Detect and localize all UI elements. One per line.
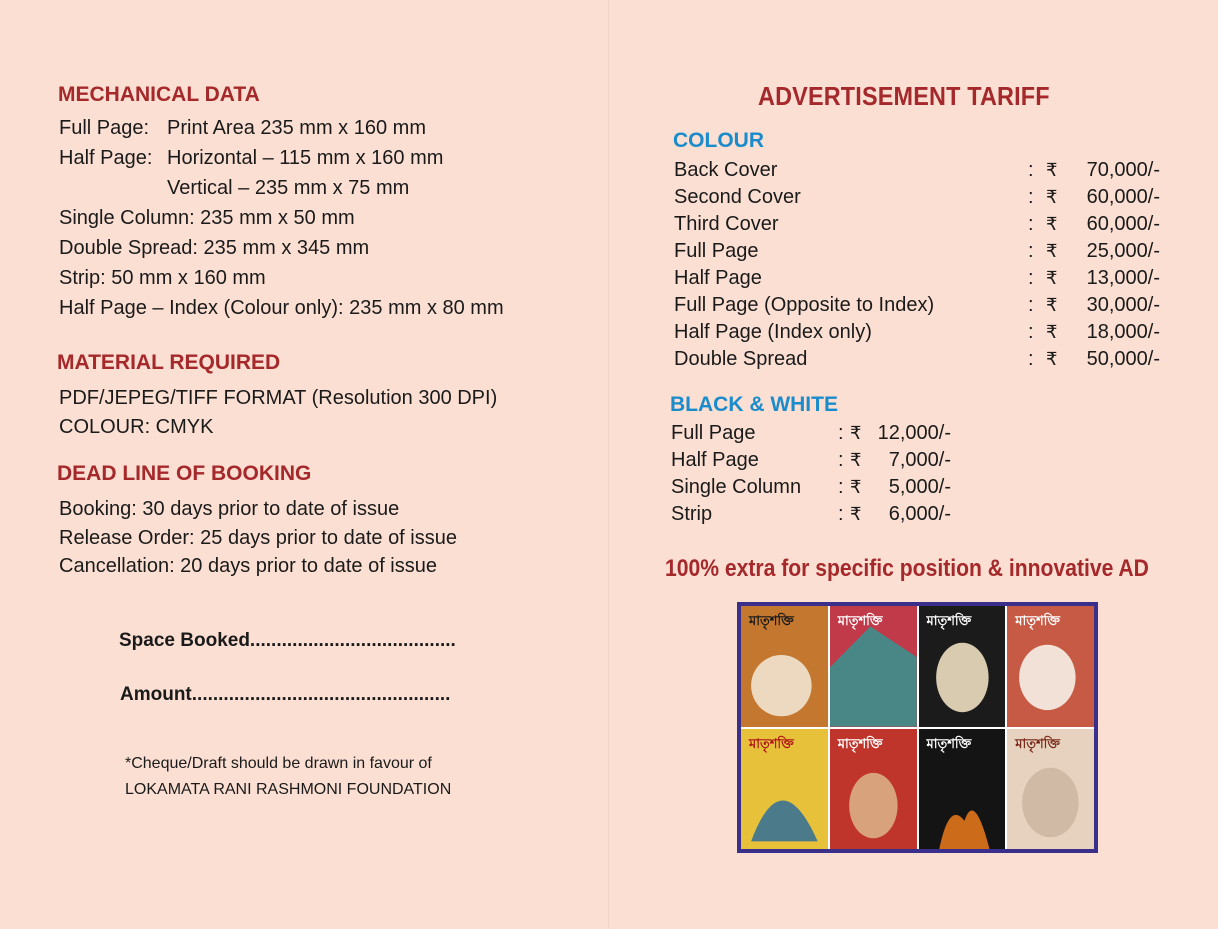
tariff-row bbox=[674, 292, 1164, 319]
cover-title: মাতৃশক্তি bbox=[926, 735, 972, 751]
tariff-row bbox=[674, 319, 1164, 346]
tariff-row-amount: 13,000/- bbox=[1086, 267, 1160, 289]
tariff-row bbox=[674, 211, 1164, 238]
rupee-icon: ₹ bbox=[1046, 241, 1058, 261]
tariff-row bbox=[674, 346, 1164, 373]
tariff-row-amount: 12,000/- bbox=[877, 422, 951, 444]
tariff-row bbox=[674, 265, 1164, 292]
half-page-spec bbox=[59, 143, 504, 173]
deadline-list bbox=[59, 495, 457, 581]
material-format: PDF/JEPEG/TIFF FORMAT (Resolution 300 DPI) bbox=[59, 387, 498, 409]
tariff-row-amount: 60,000/- bbox=[1086, 186, 1160, 208]
tariff-row-colon: : bbox=[838, 449, 844, 471]
tariff-row-amount: 50,000/- bbox=[1086, 348, 1160, 370]
tariff-row bbox=[671, 447, 961, 474]
rupee-icon: ₹ bbox=[850, 504, 862, 524]
amount-field: Amount................................................. bbox=[120, 684, 451, 705]
rupee-icon: ₹ bbox=[850, 423, 862, 443]
tariff-row bbox=[671, 501, 961, 528]
tariff-title: ADVERTISEMENT TARIFF bbox=[758, 81, 1050, 111]
material-required-heading: MATERIAL REQUIRED bbox=[57, 351, 281, 374]
tariff-row-colon: : bbox=[1028, 240, 1034, 262]
tariff-row-amount: 60,000/- bbox=[1086, 213, 1160, 235]
magazine-cover bbox=[1007, 729, 1094, 850]
strip-spec: Strip: 50 mm x 160 mm bbox=[59, 267, 266, 289]
covers-grid bbox=[741, 606, 1094, 849]
magazine-cover bbox=[741, 606, 828, 727]
cover-title: মাতৃশক্তি bbox=[926, 613, 972, 628]
cover-title: মাতৃশক্তি bbox=[1015, 613, 1061, 628]
cheque-note-line1: *Cheque/Draft should be drawn in favour of bbox=[125, 755, 432, 772]
deadline-cancellation: Cancellation: 20 days prior to date of issue bbox=[59, 555, 437, 577]
rupee-icon: ₹ bbox=[1046, 187, 1058, 207]
tariff-row bbox=[671, 420, 961, 447]
tariff-row-colon: : bbox=[1028, 213, 1034, 235]
tariff-row-amount: 7,000/- bbox=[888, 449, 951, 471]
tariff-row-amount: 18,000/- bbox=[1086, 321, 1160, 343]
cover-title: মাতৃশক্তি bbox=[749, 735, 794, 751]
tariff-row-label: Full Page bbox=[671, 422, 756, 444]
cheque-note-line2: LOKAMATA RANI RASHMONI FOUNDATION bbox=[125, 781, 452, 798]
tariff-row-colon: : bbox=[838, 476, 844, 498]
tariff-row-colon: : bbox=[1028, 267, 1034, 289]
rupee-icon: ₹ bbox=[1046, 160, 1058, 180]
deadline-heading: DEAD LINE OF BOOKING bbox=[57, 462, 312, 485]
full-page-value: Print Area 235 mm x 160 mm bbox=[167, 117, 426, 139]
tariff-row-amount: 6,000/- bbox=[888, 503, 951, 525]
cheque-note bbox=[125, 751, 451, 803]
half-page-index-spec: Half Page – Index (Colour only): 235 mm x 80 mm bbox=[59, 297, 504, 319]
rupee-icon: ₹ bbox=[1046, 322, 1058, 342]
full-page-label: Full Page: bbox=[59, 117, 150, 139]
extra-charge-note: 100% extra for specific position & innovative AD bbox=[665, 555, 1149, 582]
mechanical-data-heading: MECHANICAL DATA bbox=[58, 83, 260, 106]
tariff-row-colon: : bbox=[838, 422, 844, 444]
tariff-row-label: Double Spread bbox=[674, 348, 808, 370]
tariff-row-amount: 70,000/- bbox=[1086, 159, 1160, 181]
tariff-row-label: Third Cover bbox=[674, 213, 779, 235]
bw-heading: BLACK & WHITE bbox=[670, 393, 838, 416]
tariff-row-colon: : bbox=[1028, 321, 1034, 343]
tariff-row-label: Back Cover bbox=[674, 159, 778, 181]
full-page-spec bbox=[59, 113, 504, 143]
tariff-row-amount: 5,000/- bbox=[888, 476, 951, 498]
tariff-row-colon: : bbox=[838, 503, 844, 525]
magazine-cover bbox=[741, 729, 828, 850]
mechanical-data-list bbox=[59, 113, 504, 323]
tariff-row-label: Strip bbox=[671, 503, 713, 525]
tariff-row-label: Half Page (Index only) bbox=[674, 321, 872, 343]
half-page-label: Half Page: bbox=[59, 147, 153, 169]
page-fold bbox=[608, 0, 610, 929]
tariff-row-amount: 30,000/- bbox=[1086, 294, 1160, 316]
rupee-icon: ₹ bbox=[1046, 295, 1058, 315]
deadline-booking: Booking: 30 days prior to date of issue bbox=[59, 498, 400, 520]
magazine-cover bbox=[919, 729, 1006, 850]
tariff-row bbox=[671, 474, 961, 501]
tariff-row bbox=[674, 157, 1164, 184]
tariff-row-amount: 25,000/- bbox=[1086, 240, 1160, 262]
magazine-covers-collage bbox=[737, 602, 1098, 853]
tariff-row bbox=[674, 238, 1164, 265]
cover-title: মাতৃশক্তি bbox=[1015, 735, 1061, 751]
rupee-icon: ₹ bbox=[850, 450, 862, 470]
tariff-row-label: Second Cover bbox=[674, 186, 801, 208]
half-page-horizontal: Horizontal – 115 mm x 160 mm bbox=[167, 147, 444, 169]
tariff-row-colon: : bbox=[1028, 348, 1034, 370]
magazine-cover bbox=[830, 729, 917, 850]
tariff-row bbox=[674, 184, 1164, 211]
bw-tariff-table bbox=[671, 420, 961, 528]
cover-title: মাতৃশক্তি bbox=[749, 613, 794, 628]
material-list bbox=[59, 384, 497, 442]
tariff-row-colon: : bbox=[1028, 186, 1034, 208]
cover-title: মাতৃশক্তি bbox=[837, 735, 883, 751]
rupee-icon: ₹ bbox=[1046, 214, 1058, 234]
tariff-row-label: Full Page bbox=[674, 240, 759, 262]
rupee-icon: ₹ bbox=[1046, 268, 1058, 288]
rupee-icon: ₹ bbox=[850, 477, 862, 497]
tariff-row-label: Full Page (Opposite to Index) bbox=[674, 294, 935, 316]
tariff-row-label: Half Page bbox=[674, 267, 762, 289]
tariff-row-colon: : bbox=[1028, 294, 1034, 316]
cover-title: মাতৃশক্তি bbox=[837, 613, 883, 628]
colour-heading: COLOUR bbox=[673, 129, 764, 152]
rupee-icon: ₹ bbox=[1046, 349, 1058, 369]
tariff-row-label: Single Column bbox=[671, 476, 802, 498]
magazine-cover bbox=[1007, 606, 1094, 727]
tariff-row-label: Half Page bbox=[671, 449, 759, 471]
magazine-cover bbox=[830, 606, 917, 727]
double-spread-spec: Double Spread: 235 mm x 345 mm bbox=[59, 237, 370, 259]
material-colour: COLOUR: CMYK bbox=[59, 416, 214, 438]
colour-tariff-table bbox=[674, 157, 1164, 373]
half-page-vertical: Vertical – 235 mm x 75 mm bbox=[167, 177, 410, 199]
tariff-row-colon: : bbox=[1028, 159, 1034, 181]
space-booked-field: Space Booked....................................... bbox=[119, 630, 456, 651]
deadline-release: Release Order: 25 days prior to date of issue bbox=[59, 526, 457, 549]
single-column-spec: Single Column: 235 mm x 50 mm bbox=[59, 207, 355, 229]
magazine-cover bbox=[919, 606, 1006, 727]
